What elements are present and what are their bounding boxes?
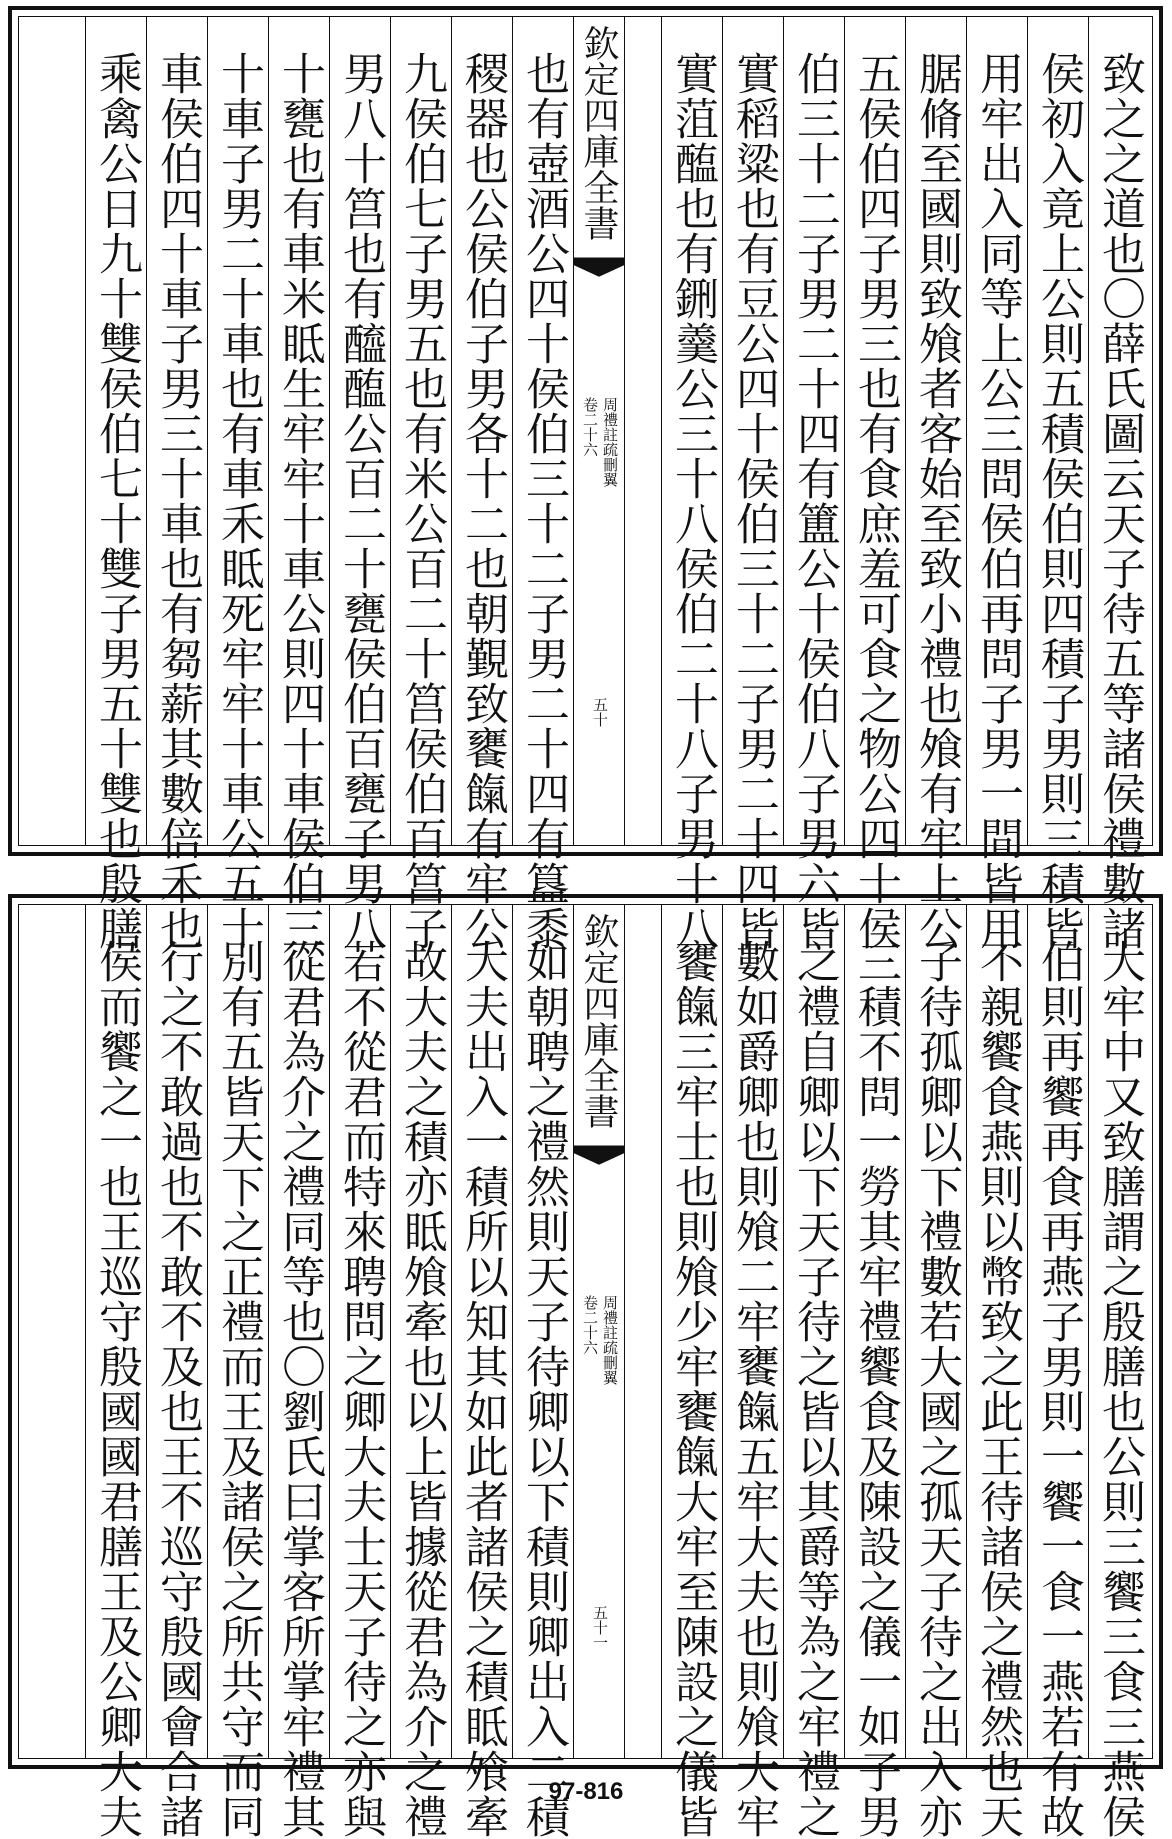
column-text: 數如爵卿也則飧二牢饔餼五牢大夫也則飧大牢 bbox=[728, 939, 779, 1839]
column-text: 實菹醢也有鉶羹公三十八侯伯二十八子男十八 bbox=[667, 51, 718, 951]
text-column bbox=[146, 905, 207, 1839]
column-text: 如朝聘之禮然則天子待卿以下積則卿出入二積 bbox=[518, 939, 569, 1839]
column-text: 伯則再饗再食再燕子男則一饗一食一燕若有故 bbox=[1033, 939, 1084, 1839]
book-series-title: 欽定四庫全書 bbox=[578, 25, 619, 241]
text-column bbox=[722, 905, 783, 1839]
fishtail-mark-icon bbox=[574, 1145, 624, 1171]
book-name: 周禮註疏刪翼 bbox=[601, 1295, 619, 1385]
text-column bbox=[268, 17, 329, 951]
text-column bbox=[783, 905, 844, 1839]
column-text: 侯初入竟上公則五積侯伯則四積子男則三積皆 bbox=[1033, 51, 1084, 951]
column-text: 子待孤卿以下禮數若大國之孤天子待之出入亦 bbox=[911, 939, 962, 1839]
column-text: 男八十筥也有醯醢公百二十甕侯伯百甕子男八 bbox=[335, 51, 386, 951]
text-column bbox=[1027, 905, 1088, 1839]
text-column bbox=[783, 17, 844, 951]
center-fold-column bbox=[573, 17, 625, 845]
column-text: 若不從君而特來聘問之卿大夫士天子待之亦與 bbox=[335, 939, 386, 1839]
text-column bbox=[451, 905, 512, 1839]
text-column bbox=[722, 17, 783, 951]
text-column bbox=[966, 905, 1027, 1839]
column-text: 實稻粱也有豆公四十侯伯三十二子男二十四皆 bbox=[728, 51, 779, 951]
text-column bbox=[207, 905, 268, 1839]
column-text: 伯三十二子男二十四有簠公十侯伯八子男六皆 bbox=[789, 51, 840, 951]
text-column bbox=[905, 905, 966, 1839]
column-text: 饔餼三牢士也則飧少牢饔餼大牢至陳設之儀皆 bbox=[667, 939, 718, 1839]
book-series-title: 欽定四庫全書 bbox=[578, 913, 619, 1129]
column-text: 五侯伯四子男三也有食庶羞可食之物公四十侯 bbox=[850, 51, 901, 951]
column-text: 致之之道也〇薛氏圖云天子待五等諸侯禮數諸 bbox=[1094, 51, 1145, 951]
text-column bbox=[905, 17, 966, 951]
text-column bbox=[844, 17, 905, 951]
column-text: 腒脩至國則致飧者客始至致小禮也飧有牢上公 bbox=[911, 51, 962, 951]
column-text: 也有壺酒公四十侯伯三十二子男二十四有簋黍 bbox=[518, 51, 569, 951]
text-column bbox=[146, 17, 207, 951]
text-column bbox=[85, 17, 146, 951]
text-column bbox=[512, 17, 573, 951]
text-column bbox=[390, 905, 451, 1839]
text-column bbox=[329, 17, 390, 951]
text-column bbox=[451, 17, 512, 951]
book-name: 周禮註疏刪翼 bbox=[601, 397, 619, 487]
text-column bbox=[390, 17, 451, 951]
column-text: 不親饗食燕則以幣致之此王待諸侯之禮然也天 bbox=[972, 939, 1023, 1839]
top-page-frame bbox=[18, 16, 1153, 951]
page-number: 五十 bbox=[591, 697, 609, 727]
column-text: 別有五皆天下之正禮而王及諸侯之所共守而同 bbox=[213, 939, 264, 1839]
text-column bbox=[661, 17, 722, 951]
column-text: 大牢中又致膳謂之殷膳也公則三饗三食三燕侯 bbox=[1094, 939, 1145, 1839]
text-column bbox=[207, 17, 268, 951]
fishtail-mark-icon bbox=[574, 257, 624, 283]
text-column bbox=[1088, 905, 1149, 1839]
column-text: 侯而饗之一也王巡守殷國國君膳王及公卿大夫 bbox=[91, 939, 142, 1839]
text-column bbox=[966, 17, 1027, 951]
column-text: 行之不敢過也不敢不及也王不巡守殷國會合諸 bbox=[152, 939, 203, 1839]
column-text: 故大夫之積亦眡飧牽也以上皆據從君為介之禮 bbox=[396, 939, 447, 1839]
column-text: 之禮自卿以下天子待之皆以其爵等為之牢禮之 bbox=[789, 939, 840, 1839]
text-column bbox=[85, 905, 146, 1839]
text-column bbox=[329, 905, 390, 1839]
page-footer-number: 97-816 bbox=[548, 1778, 624, 1805]
column-text: 十車子男二十車也有車禾眡死牢牢十車公五十 bbox=[213, 51, 264, 951]
volume-label: 卷二十六 bbox=[581, 1295, 599, 1355]
column-text: 九侯伯七子男五也有米公百二十筥侯伯百筥子 bbox=[396, 51, 447, 951]
top-page bbox=[8, 6, 1163, 951]
text-column bbox=[512, 905, 573, 1839]
column-text: 大夫出入一積所以知其如此者諸侯之積眡飧牽 bbox=[457, 939, 508, 1839]
volume-label: 卷二十六 bbox=[581, 397, 599, 457]
column-text: 從君為介之禮同等也〇劉氏曰掌客所掌牢禮其 bbox=[274, 939, 325, 1839]
text-column bbox=[844, 905, 905, 1839]
column-text: 用牢出入同等上公三問侯伯再問子男一問皆用 bbox=[972, 51, 1023, 951]
column-text: 十甕也有車米眡生牢牢十車公則四十車侯伯三 bbox=[274, 51, 325, 951]
text-column bbox=[661, 905, 722, 1839]
column-text: 車侯伯四十車子男三十車也有芻薪其數倍禾也 bbox=[152, 51, 203, 951]
text-column bbox=[1088, 17, 1149, 951]
text-column bbox=[268, 905, 329, 1839]
page-number: 五十一 bbox=[591, 1605, 609, 1650]
column-text: 稷器也公侯伯子男各十二也朝覲致饔餼有牢公 bbox=[457, 51, 508, 951]
text-column bbox=[1027, 17, 1088, 951]
column-text: 乘禽公日九十雙侯伯七十雙子男五十雙也殷膳 bbox=[91, 51, 142, 951]
center-fold-column bbox=[573, 905, 625, 1758]
column-text: 三積不問一勞其牢禮饗食及陳設之儀一如子男 bbox=[850, 939, 901, 1839]
